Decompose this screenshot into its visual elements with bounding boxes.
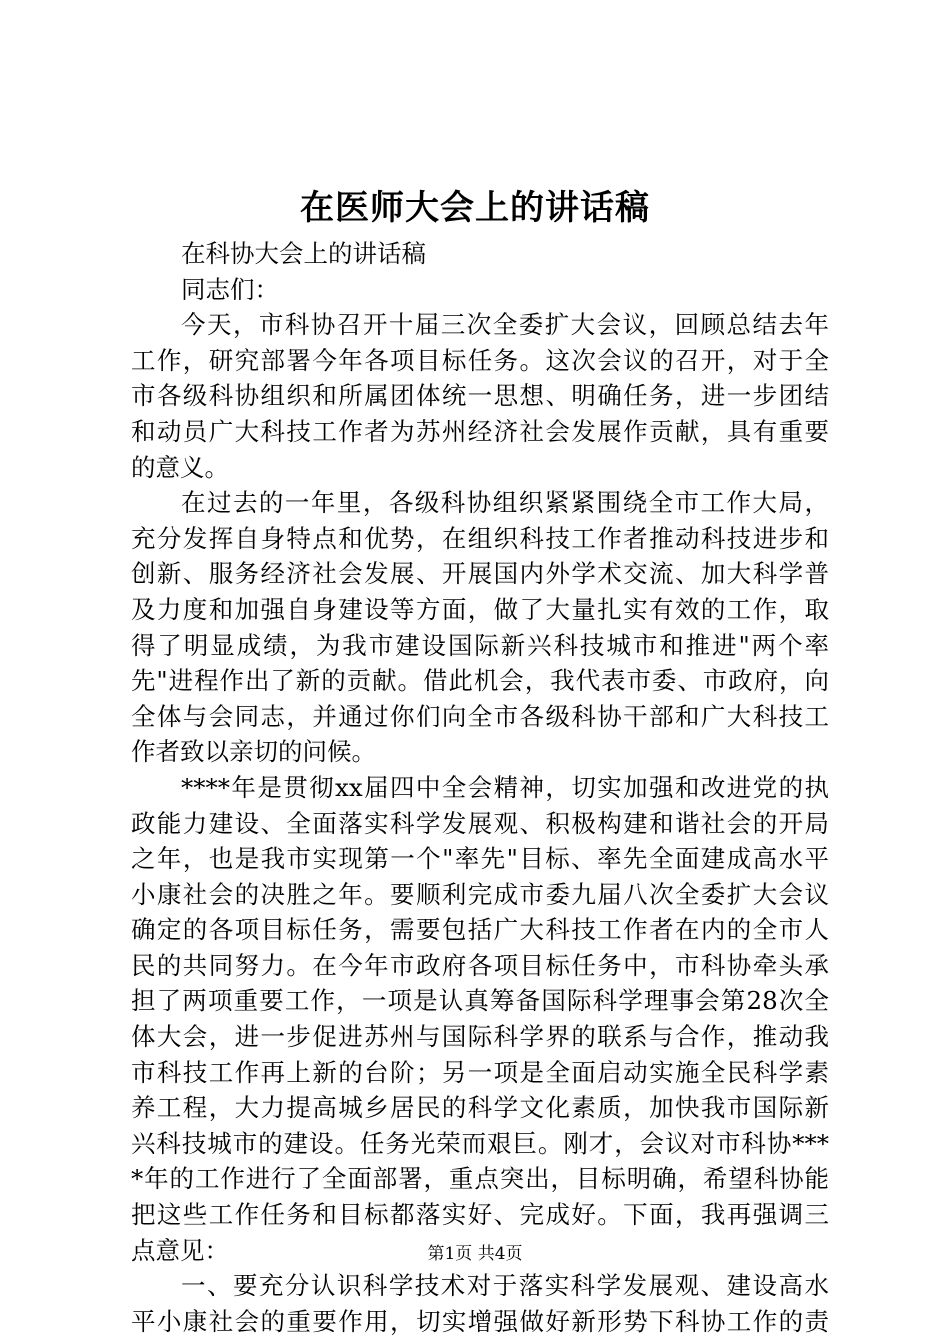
body-line: 兴科技城市的建设。任务光荣而艰巨。刚才，会议对市科协*** <box>131 1128 829 1158</box>
body-line: 创新、服务经济社会发展、开展国内外学术交流、加大科学普 <box>131 559 829 589</box>
page-footer: 第1页 共4页 <box>427 1244 523 1264</box>
body-line: 民的共同努力。在今年市政府各项目标任务中，市科协牵头承 <box>131 950 829 980</box>
body-line: 市科技工作再上新的台阶；另一项是全面启动实施全民科学素 <box>131 1057 829 1087</box>
body-line: 在过去的一年里，各级科协组织紧紧围绕全市工作大局， <box>181 488 829 518</box>
body-line: 市各级科协组织和所属团体统一思想、明确任务，进一步团结 <box>131 381 829 411</box>
body-line: 政能力建设、全面落实科学发展观、积极构建和谐社会的开局 <box>131 808 829 838</box>
document-title: 在医师大会上的讲话稿 <box>300 188 650 228</box>
body-line: 全体与会同志，并通过你们向全市各级科协干部和广大科技工 <box>131 701 829 731</box>
body-line: 小康社会的决胜之年。要顺利完成市委九届八次全委扩大会议 <box>131 879 829 909</box>
body-line: 一、要充分认识科学技术对于落实科学发展观、建设高水 <box>181 1271 829 1301</box>
body-line: 先"进程作出了新的贡献。借此机会，我代表市委、市政府，向 <box>131 666 829 696</box>
body-line: 作者致以亲切的问候。 <box>131 737 376 767</box>
body-line: 和动员广大科技工作者为苏州经济社会发展作贡献，具有重要 <box>131 416 829 446</box>
body-line: 平小康社会的重要作用，切实增强做好新形势下科协工作的责 <box>131 1306 829 1336</box>
document-body <box>131 236 829 1339</box>
body-line: 充分发挥自身特点和优势，在组织科技工作者推动科技进步和 <box>131 523 829 553</box>
body-line: 的意义。 <box>131 452 229 482</box>
body-line: 及力度和加强自身建设等方面，做了大量扎实有效的工作，取 <box>131 594 829 624</box>
body-line: 今天，市科协召开十届三次全委扩大会议，回顾总结去年 <box>181 310 829 340</box>
body-line: 之年，也是我市实现第一个"率先"目标、率先全面建成高水平 <box>131 844 829 874</box>
body-line: *年的工作进行了全面部署，重点突出，目标明确，希望科协能 <box>131 1164 829 1194</box>
body-line: 确定的各项目标任务，需要包括广大科技工作者在内的全市人 <box>131 915 829 945</box>
body-line: 得了明显成绩，为我市建设国际新兴科技城市和推进"两个率 <box>131 630 829 660</box>
body-line: 把这些工作任务和目标都落实好、完成好。下面，我再强调三 <box>131 1200 829 1230</box>
body-line: 养工程，大力提高城乡居民的科学文化素质，加快我市国际新 <box>131 1093 829 1123</box>
body-line: ****年是贯彻xx届四中全会精神，切实加强和改进党的执 <box>181 772 829 802</box>
body-line: 担了两项重要工作，一项是认真筹备国际科学理事会第28次全 <box>131 986 829 1016</box>
body-line: 在科协大会上的讲话稿 <box>181 239 426 268</box>
body-line: 同志们： <box>181 274 279 304</box>
body-line: 体大会，进一步促进苏州与国际科学界的联系与合作，推动我 <box>131 1022 829 1052</box>
body-line: 工作，研究部署今年各项目标任务。这次会议的召开，对于全 <box>131 345 829 375</box>
body-line: 点意见： <box>131 1235 229 1265</box>
